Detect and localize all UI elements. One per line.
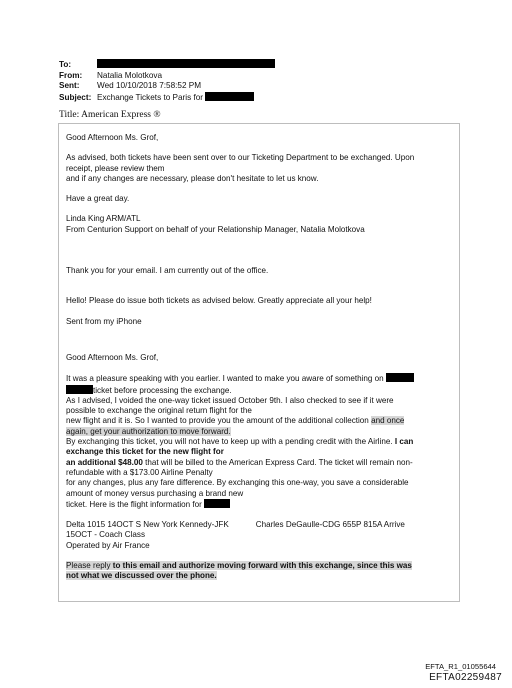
bates-id-large: EFTA02259487 xyxy=(429,672,502,683)
text-line: As advised, both tickets have been sent over to our Ticketing Department to be exchanged. Upon xyxy=(66,153,415,163)
flight-origin: Delta 1015 14OCT S New York Kennedy-JFK xyxy=(66,520,229,530)
message-body xyxy=(66,133,461,582)
text-line: As I advised, I voided the one-way ticket issued October 9th. I also checked to see if it were xyxy=(66,395,394,405)
highlighted-text: Please reply xyxy=(66,561,111,571)
bold-text-line: exchange this ticket for the new flight for xyxy=(66,447,224,457)
text-line xyxy=(66,373,461,384)
redaction-bar xyxy=(204,499,230,508)
subject-row xyxy=(59,92,275,104)
highlighted-text: again, get your authorization to move forward. xyxy=(66,426,231,436)
text-span: new flight and it is. So I wanted to provide you the amount of the additional collection xyxy=(66,416,372,426)
text-span: By exchanging this ticket, you will not have to keep up with a pending credit with the Airline. xyxy=(66,437,395,447)
from-value: Natalia Molotkova xyxy=(97,70,163,80)
text-line: for any changes, plus any fare difference. By exchanging this one-way, you save a considerable xyxy=(66,478,409,488)
text-line xyxy=(66,427,461,437)
from-row xyxy=(59,71,275,82)
paragraph-exchange-details xyxy=(66,373,461,510)
text-line xyxy=(66,458,461,468)
redaction-bar xyxy=(386,373,414,382)
text-line xyxy=(66,385,461,396)
text-span: It was a pleasure speaking with you earlier. I wanted to make you aware of something on xyxy=(66,374,384,384)
text-line xyxy=(66,520,461,530)
highlighted-bold-text: not what we discussed over the phone. xyxy=(66,571,217,581)
to-label: To: xyxy=(59,60,72,69)
bold-text: an additional $48.00 xyxy=(66,457,143,467)
to-row xyxy=(59,59,275,71)
flight-destination: Charles DeGaulle-CDG 655P 815A Arrive xyxy=(255,520,405,530)
text-line xyxy=(66,571,461,581)
text-line xyxy=(66,416,461,426)
text-line xyxy=(66,499,461,510)
text-line xyxy=(66,561,461,571)
redaction-bar xyxy=(205,92,254,101)
subject-value: Exchange Tickets to Paris for xyxy=(97,92,204,102)
redaction-bar xyxy=(97,59,275,68)
document-title: Title: American Express ® xyxy=(59,110,161,120)
paragraph-tickets-sent xyxy=(66,153,461,184)
authorization-request xyxy=(66,561,461,582)
sent-row xyxy=(59,81,275,92)
text-line xyxy=(66,437,461,447)
flight-operator: Operated by Air France xyxy=(66,540,150,550)
greeting-2: Good Afternoon Ms. Grof, xyxy=(66,352,159,362)
client-reply: Hello! Please do issue both tickets as advised below. Greatly appreciate all your help! xyxy=(66,296,372,306)
text-span: ticket. Here is the flight information for xyxy=(66,499,202,509)
subject-label: Subject: xyxy=(59,92,92,102)
text-span: that will be billed to the American Express Card. The ticket will remain non- xyxy=(142,457,413,467)
bold-text: I can xyxy=(394,437,414,447)
out-of-office-reply: Thank you for your email. I am currently out of the office. xyxy=(66,266,269,276)
closing: Have a great day. xyxy=(66,194,130,204)
sent-value: Wed 10/10/2018 7:58:52 PM xyxy=(97,81,202,90)
text-line: receipt, please review them xyxy=(66,163,165,173)
text-line: and if any changes are necessary, please don't hesitate to let us know. xyxy=(66,173,319,183)
highlighted-text: and once xyxy=(371,416,405,426)
signature-org: From Centurion Support on behalf of your Relationship Manager, Natalia Molotkova xyxy=(66,224,365,234)
sent-from-iphone: Sent from my iPhone xyxy=(66,316,142,326)
signature-name: Linda King ARM/ATL xyxy=(66,214,141,224)
sent-label: Sent: xyxy=(59,81,80,90)
text-line: amount of money versus purchasing a brand new xyxy=(66,488,244,498)
signature xyxy=(66,214,461,235)
redaction-bar xyxy=(66,385,93,394)
highlighted-bold-text: to this email and authorize moving forward with this exchange, since this was xyxy=(110,561,412,571)
bates-id-small: EFTA_R1_01055644 xyxy=(425,662,496,671)
from-label: From: xyxy=(59,70,83,80)
greeting: Good Afternoon Ms. Grof, xyxy=(66,133,159,142)
text-line: possible to exchange the original return flight for the xyxy=(66,406,252,416)
text-span: ticket before processing the exchange. xyxy=(93,385,232,395)
flight-info xyxy=(66,520,461,551)
email-header xyxy=(59,59,275,103)
text-line: refundable with a $173.00 Airline Penalty xyxy=(66,467,213,477)
flight-class: 15OCT - Coach Class xyxy=(66,530,146,540)
